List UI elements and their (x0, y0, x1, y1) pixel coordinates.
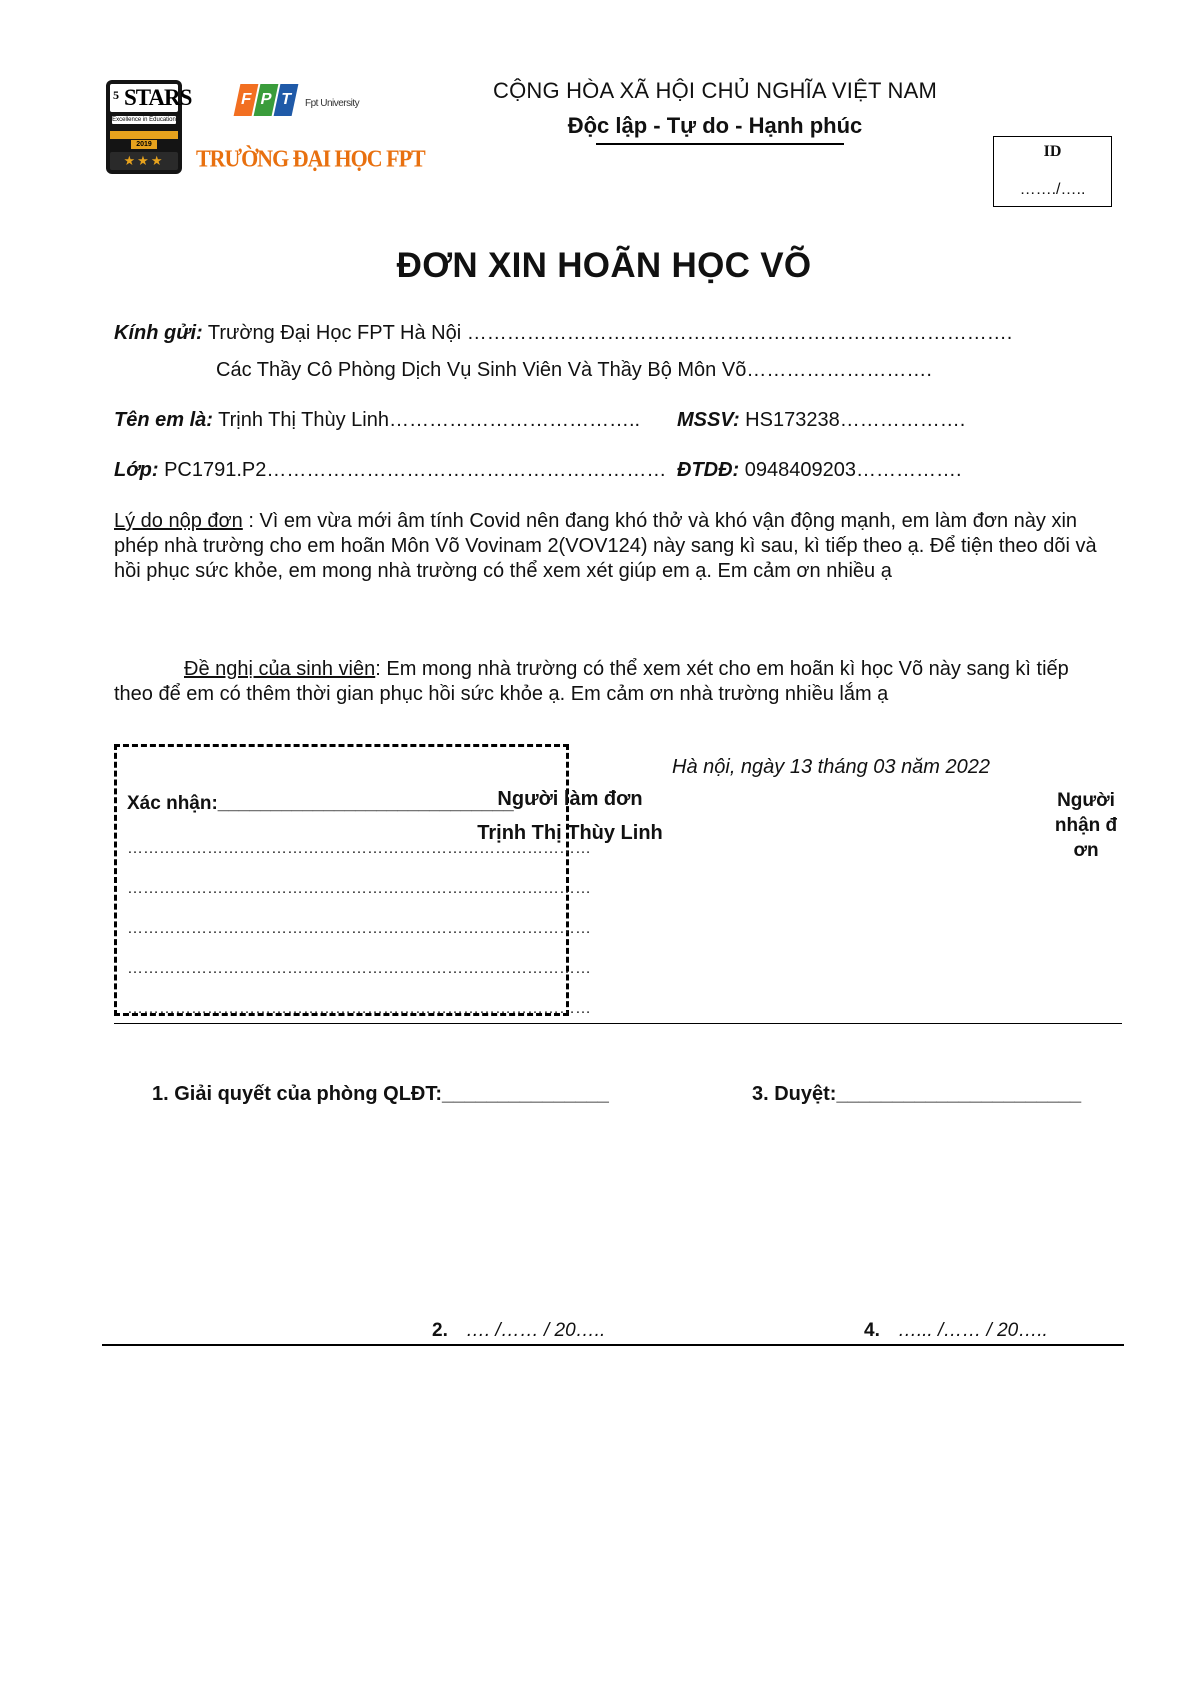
student-class-row (114, 459, 666, 482)
id-value: ……./….. (1019, 181, 1086, 198)
stars-number: 5 (113, 88, 119, 102)
national-name: CỘNG HÒA XÃ HỘI CHỦ NGHĨA VIỆT NAM (492, 78, 938, 103)
reason-paragraph (114, 509, 1099, 584)
stars-gold-band (110, 131, 178, 139)
confirmation-dot-line: …………………………………………………………………………… (127, 1000, 591, 1017)
approval-step-3: 3. Duyệt:______________________ (752, 1083, 1082, 1105)
recipient-value-1: Trường Đại Học FPT Hà Nội ………………………………………………………………………. (207, 322, 1013, 344)
approval-step-2-date: …. /…… / 20….. (465, 1320, 606, 1341)
student-name-label: Tên em là: (114, 409, 213, 431)
confirmation-dot-line: …………………………………………………………………………… (127, 920, 591, 937)
recipient-value-2: Các Thầy Cô Phòng Dịch Vụ Sinh Viên Và Thầy Bộ Môn Võ………………………. (216, 359, 932, 381)
approval-step-4-number: 4. (864, 1320, 880, 1341)
signing-date: Hà nội, ngày 13 tháng 03 năm 2022 (672, 756, 991, 778)
id-box (993, 136, 1112, 207)
fpt-school-name: TRƯỜNG ĐẠI HỌC FPT (196, 144, 425, 173)
confirmation-dot-line: …………………………………………………………………………… (127, 960, 591, 977)
student-phone-row (677, 459, 962, 482)
stars-word: STARS (124, 85, 192, 110)
stars-rating-logo (106, 80, 192, 174)
section-divider (114, 1023, 1122, 1024)
student-name-value: Trịnh Thị Thùy Linh……………………………….. (218, 409, 641, 431)
student-phone-value: 0948409203……………. (744, 459, 962, 481)
student-id-row (677, 409, 965, 432)
proposal-text: : Em mong nhà trường có thể xem xét cho em hoãn kì học Võ này sang kì tiếp theo để em có thêm thời gian phục hồi sức khỏe ạ. Em cảm ơn nhà trường nhiều lắm ạ (114, 658, 1069, 705)
fpt-letter-t: T (274, 84, 299, 116)
receiver-label: Người nhận đơn (1054, 790, 1118, 861)
footer-divider (102, 1344, 1124, 1346)
stars-row-icon: ★★★ (110, 152, 178, 170)
motto-underline (596, 143, 844, 145)
fpt-letter-f: F (234, 84, 259, 116)
student-class-label: Lớp: (114, 459, 159, 481)
approval-step-4-date-row (864, 1320, 1048, 1342)
student-id-value: HS173238………………. (745, 409, 966, 431)
national-motto: Độc lập - Tự do - Hạnh phúc (567, 113, 863, 138)
reason-label: Lý do nộp đơn (114, 510, 243, 532)
fpt-university-logo (196, 84, 425, 174)
student-phone-label: ĐTDĐ: (677, 459, 740, 481)
recipient-label: Kính gửi: (114, 322, 203, 344)
student-class-value: PC1791.P2…………………………………………………… (164, 459, 667, 481)
proposal-label: Đề nghị của sinh viên (184, 658, 376, 680)
student-id-label: MSSV: (677, 409, 740, 431)
approval-step-2-number: 2. (432, 1320, 448, 1341)
confirmation-dot-line: …………………………………………………………………………… (127, 840, 591, 857)
reason-text: : Vì em vừa mới âm tính Covid nên đang khó thở và khó vận động mạnh, em làm đơn này xin phép nhà trường cho em hoãn Môn Võ Vovinam 2(VOV124) này sang kì sau, kì tiếp theo ạ. Để tiện theo dõi và hồi phục sức khỏe, em mong nhà trường có thể xem xét giúp em ạ. Em cảm ơn nhiều ạ (114, 510, 1097, 582)
fpt-tagline: Fpt University (305, 98, 360, 109)
stars-year: 2019 (131, 140, 157, 149)
approval-step-1: 1. Giải quyết của phòng QLĐT:_______________ (152, 1083, 609, 1105)
recipient-line-1 (114, 322, 1012, 345)
document-title: ĐƠN XIN HOÃN HỌC VÕ (396, 246, 812, 285)
fpt-letter-p: P (254, 84, 279, 116)
proposal-paragraph (114, 657, 1099, 707)
applicant-name: Trịnh Thị Thùy Linh (477, 822, 663, 844)
approval-step-2-date-row (432, 1320, 605, 1342)
confirmation-dot-line: …………………………………………………………………………… (127, 880, 591, 897)
applicant-title: Người làm đơn (497, 788, 643, 810)
confirmation-label: Xác nhận:____________________________ (127, 793, 514, 814)
id-label: ID (1043, 143, 1062, 160)
student-name-row (114, 409, 640, 432)
approval-step-4-date: …... /…… / 20….. (897, 1320, 1048, 1341)
stars-subtitle: Excellence in Education (112, 117, 176, 123)
